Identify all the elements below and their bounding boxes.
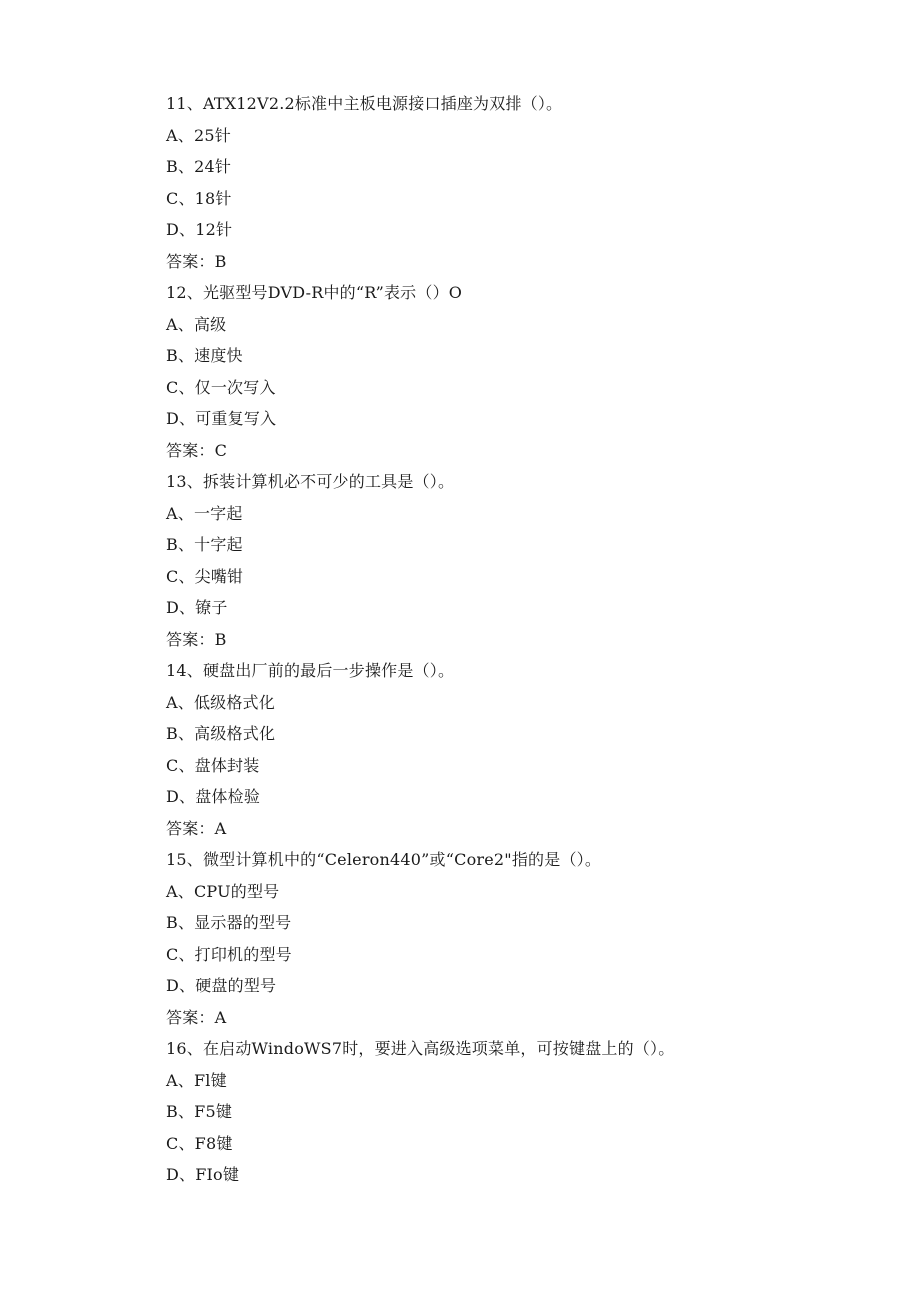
option-c: C、仅一次写入: [166, 377, 276, 397]
answer-line: 答案：C: [166, 440, 228, 460]
answer-line: 答案：B: [166, 251, 227, 271]
option-b: B、速度快: [166, 346, 243, 365]
option-d: D、镣子: [166, 598, 228, 617]
option-d: D、可重复写入: [166, 409, 277, 428]
question-stem: 14、硬盘出厂前的最后一步操作是（）。: [166, 661, 455, 680]
option-b: B、24针: [166, 157, 232, 176]
option-b: B、F5键: [166, 1102, 233, 1121]
option-a: A、高级: [166, 314, 227, 334]
option-c: C、F8键: [166, 1133, 233, 1153]
option-c: C、尖嘴钳: [166, 566, 244, 586]
option-d: D、硬盘的型号: [166, 976, 277, 995]
option-a: A、25针: [166, 125, 231, 145]
question-stem: 13、拆装计算机必不可少的工具是（）。: [166, 472, 455, 491]
option-b: B、显示器的型号: [166, 913, 292, 932]
question-stem: 15、微型计算机中的“Celeron440”或“Core2"指的是（）。: [166, 850, 602, 869]
option-a: A、低级格式化: [166, 692, 275, 712]
option-d: D、盘体检验: [166, 787, 261, 806]
option-c: C、盘体封装: [166, 755, 260, 775]
option-b: B、十字起: [166, 535, 243, 554]
answer-line: 答案：B: [166, 629, 227, 649]
option-b: B、高级格式化: [166, 724, 276, 743]
option-c: C、打印机的型号: [166, 944, 292, 964]
option-a: A、一字起: [166, 503, 243, 523]
question-stem: 11、ATX12V2.2标准中主板电源接口插座为双排（）。: [166, 94, 563, 113]
question-list: [166, 88, 866, 1191]
option-d: D、12针: [166, 220, 233, 239]
question-stem: 12、光驱型号DVD-R中的“R”表示（）O: [166, 283, 463, 302]
answer-line: 答案：A: [166, 1007, 227, 1027]
option-a: A、CPU的型号: [166, 881, 280, 901]
option-a: A、Fl键: [166, 1070, 227, 1090]
question-stem: 16、在启动WindoWS7时，要进入高级选项菜单，可按键盘上的（）。: [166, 1039, 675, 1058]
option-c: C、18针: [166, 188, 232, 208]
option-d: D、FIo键: [166, 1165, 240, 1184]
answer-line: 答案：A: [166, 818, 227, 838]
